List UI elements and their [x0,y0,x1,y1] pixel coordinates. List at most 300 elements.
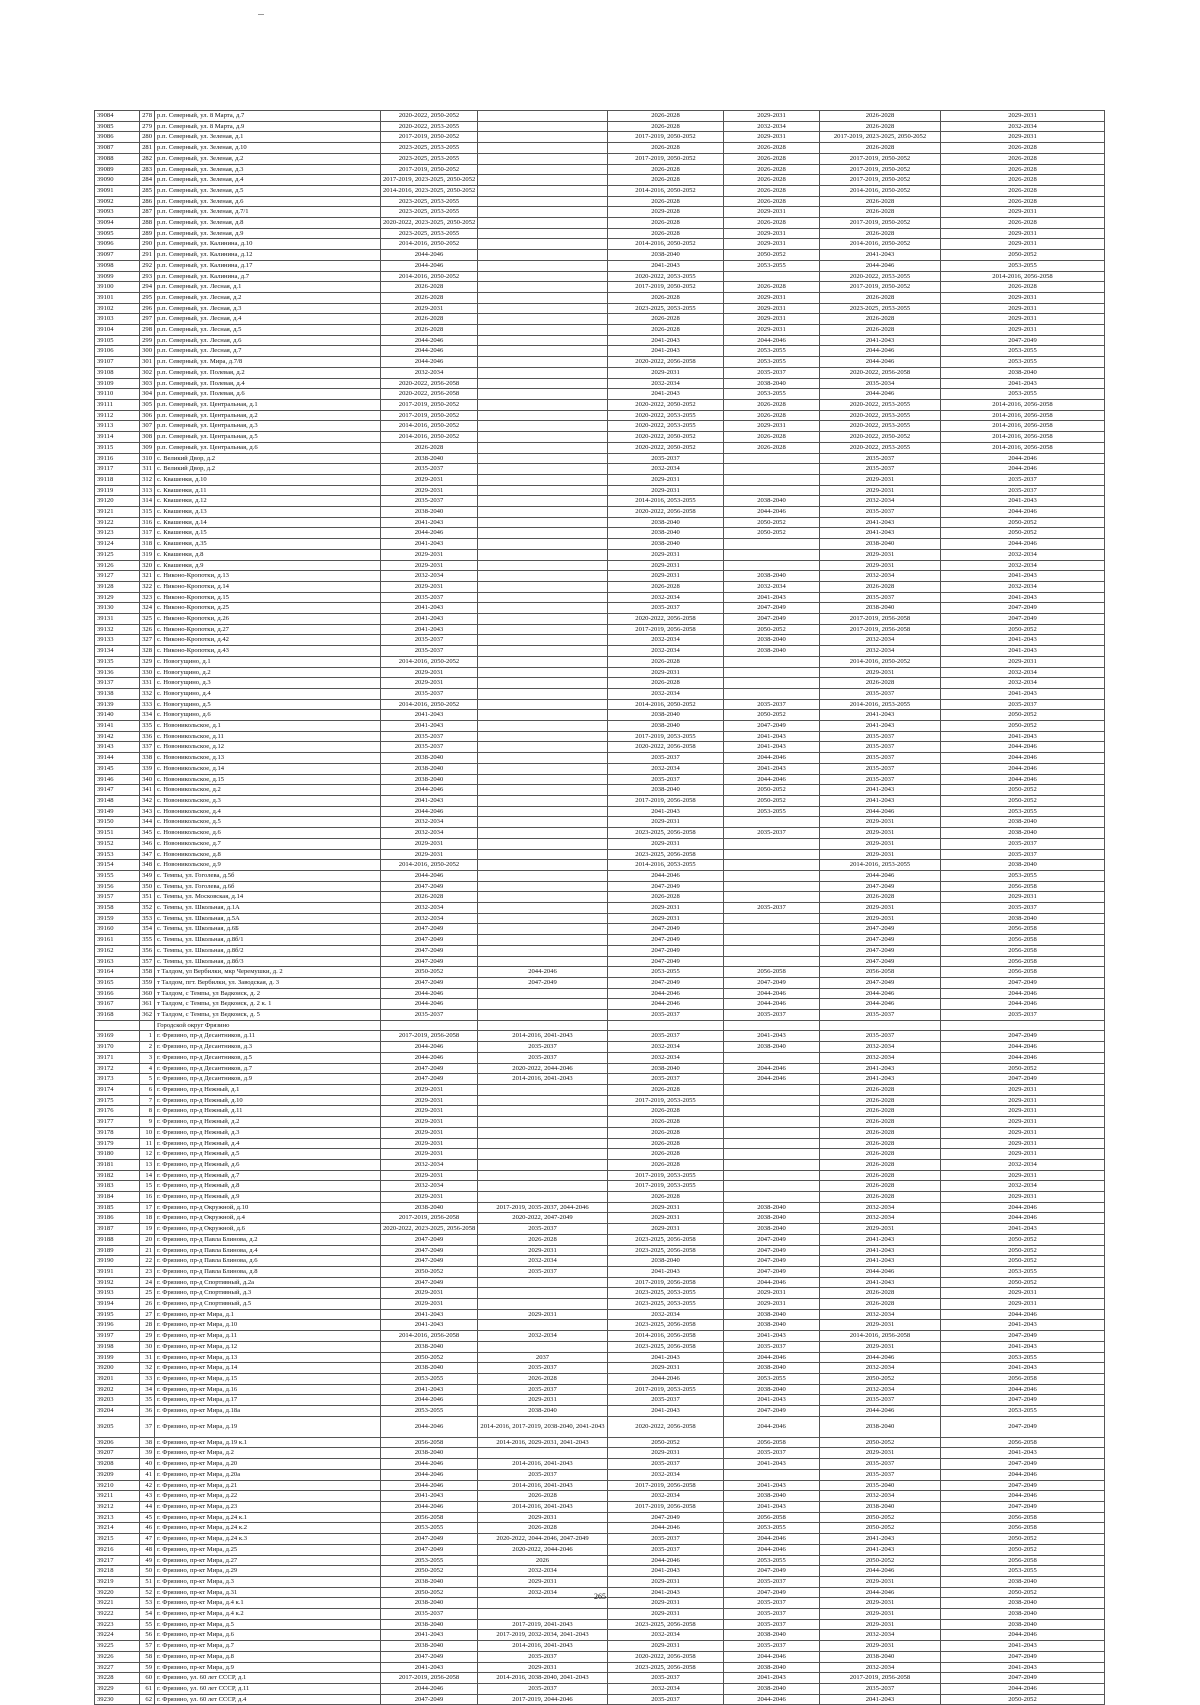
row-number-cell: 360 [140,988,155,999]
period-cell-2 [478,774,608,785]
table-row [95,1619,1105,1630]
row-number-cell: 336 [140,731,155,742]
period-cell-4 [724,870,820,881]
period-cell-1: 2014-2016, 2050-2052 [381,860,478,871]
period-cell-3: 2026-2028 [608,656,724,667]
row-number-cell: 343 [140,806,155,817]
period-cell-4: 2050-2052 [724,528,820,539]
row-number-cell: 28 [140,1320,155,1331]
period-cell-5: 2029-2031 [820,1641,941,1652]
period-cell-3: 2038-2040 [608,710,724,721]
row-id-cell: 39196 [95,1320,140,1331]
period-cell-4: 2029-2031 [724,303,820,314]
empty-cell [820,1020,941,1031]
period-cell-1: 2047-2049 [381,935,478,946]
address-cell: г. Фрязино, пр-д Десантников, д.11 [155,1031,381,1042]
table-row [95,218,1105,229]
period-cell-1: 2029-2031 [381,549,478,560]
table-row [95,710,1105,721]
address-cell: с. Новоникольское, д.5 [155,817,381,828]
table-row [95,303,1105,314]
period-cell-5: 2044-2046 [820,346,941,357]
address-cell: г. Фрязино, пр-кт Мира, д.5 [155,1619,381,1630]
period-cell-5: 2032-2034 [820,646,941,657]
period-cell-2: 2014-2016, 2041-2043 [478,1459,608,1470]
period-cell-1: 2026-2028 [381,442,478,453]
period-cell-6: 2029-2031 [941,1299,1105,1310]
period-cell-5: 2041-2043 [820,796,941,807]
period-cell-6: 2050-2052 [941,1245,1105,1256]
row-id-cell: 39137 [95,678,140,689]
period-cell-4: 2050-2052 [724,785,820,796]
period-cell-4: 2056-2058 [724,1437,820,1448]
table-row [95,699,1105,710]
address-cell: г. Фрязино, пр-кт Мира, д.14 [155,1363,381,1374]
address-cell: с. Новоникольское, д.14 [155,763,381,774]
row-id-cell: 39168 [95,1010,140,1021]
period-cell-3: 2029-2031 [608,1609,724,1620]
period-cell-3: 2032-2034 [608,688,724,699]
address-cell: г. Фрязино, пр-кт Мира, д.22 [155,1491,381,1502]
row-number-cell: 305 [140,399,155,410]
period-cell-4 [724,849,820,860]
period-cell-2: 2029-2031 [478,1662,608,1673]
period-cell-5: 2041-2043 [820,1063,941,1074]
address-cell: г. Фрязино, пр-кт Мира, д.9 [155,1662,381,1673]
period-cell-2: 2014-2016, 2017-2019, 2038-2040, 2041-2043 [478,1416,608,1437]
period-cell-3: 2029-2031 [608,549,724,560]
period-cell-2: 2035-2037 [478,1042,608,1053]
table-row [95,667,1105,678]
period-cell-2 [478,121,608,132]
row-number-cell: 300 [140,346,155,357]
period-cell-1: 2047-2049 [381,1256,478,1267]
address-cell: с. Темпы, ул. Школьная, д.8б/1 [155,935,381,946]
period-cell-3: 2032-2034 [608,592,724,603]
row-number-cell: 292 [140,260,155,271]
table-row [95,367,1105,378]
row-id-cell: 39179 [95,1138,140,1149]
period-cell-4: 2035-2037 [724,699,820,710]
period-cell-2 [478,721,608,732]
row-id-cell: 39203 [95,1395,140,1406]
table-row [95,1117,1105,1128]
period-cell-5: 2041-2043 [820,710,941,721]
row-number-cell: 41 [140,1469,155,1480]
row-id-cell: 39106 [95,346,140,357]
period-cell-4: 2047-2049 [724,1256,820,1267]
address-cell: р.п. Северный, ул. Центральная, д.3 [155,421,381,432]
period-cell-6: 2056-2058 [941,1555,1105,1566]
row-id-cell: 39152 [95,838,140,849]
table-row [95,1084,1105,1095]
period-cell-6: 2053-2055 [941,1266,1105,1277]
address-cell: г. Фрязино, пр-кт Мира, д.12 [155,1341,381,1352]
period-cell-3: 2017-2019, 2050-2052 [608,282,724,293]
row-id-cell: 39127 [95,571,140,582]
period-cell-6: 2047-2049 [941,1502,1105,1513]
row-id-cell: 39222 [95,1609,140,1620]
period-cell-4: 2041-2043 [724,1502,820,1513]
row-number-cell: 306 [140,410,155,421]
period-cell-2 [478,474,608,485]
row-id-cell: 39185 [95,1202,140,1213]
period-cell-1: 2032-2034 [381,903,478,914]
period-cell-2 [478,924,608,935]
table-row [95,1309,1105,1320]
table-row [95,1352,1105,1363]
period-cell-3: 2020-2022, 2056-2058 [608,357,724,368]
period-cell-3: 2020-2022, 2050-2052 [608,442,724,453]
address-cell: р.п. Северный, ул. Калинина, д.17 [155,260,381,271]
table-row [95,1683,1105,1694]
period-cell-6: 2038-2040 [941,913,1105,924]
period-cell-1: 2044-2046 [381,357,478,368]
period-cell-4 [724,924,820,935]
period-cell-6: 2044-2046 [941,988,1105,999]
period-cell-3: 2029-2031 [608,1598,724,1609]
period-cell-4: 2035-2037 [724,1448,820,1459]
period-cell-5: 2047-2049 [820,881,941,892]
section-title: Городской округ Фрязино [155,1020,381,1031]
address-cell: с. Новоникольское, д.12 [155,742,381,753]
address-cell: р.п. Северный, ул. Зеленая, д.1 [155,132,381,143]
period-cell-6: 2038-2040 [941,1609,1105,1620]
table-row [95,1491,1105,1502]
table-row [95,913,1105,924]
period-cell-1: 2029-2031 [381,1095,478,1106]
period-cell-2 [478,367,608,378]
row-id-cell: 39085 [95,121,140,132]
row-id-cell: 39181 [95,1159,140,1170]
period-cell-5: 2044-2046 [820,389,941,400]
period-cell-3: 2041-2043 [608,260,724,271]
period-cell-5: 2032-2034 [820,1491,941,1502]
period-cell-6: 2026-2028 [941,185,1105,196]
table-row [95,1245,1105,1256]
period-cell-1: 2038-2040 [381,507,478,518]
address-cell: г. Фрязино, пр-кт Мира, д.20а [155,1469,381,1480]
period-cell-5: 2041-2043 [820,250,941,261]
address-cell: г. Фрязино, пр-кт Мира, д.25 [155,1544,381,1555]
period-cell-6: 2029-2031 [941,325,1105,336]
period-cell-3: 2026-2028 [608,314,724,325]
period-cell-5: 2056-2058 [820,967,941,978]
row-number-cell: 30 [140,1341,155,1352]
period-cell-1: 2050-2052 [381,1266,478,1277]
period-cell-6: 2050-2052 [941,1234,1105,1245]
period-cell-2: 2037 [478,1352,608,1363]
period-cell-2 [478,421,608,432]
period-cell-6: 2050-2052 [941,1277,1105,1288]
period-cell-2 [478,560,608,571]
period-cell-1: 2044-2046 [381,1416,478,1437]
address-cell: г. Фрязино, пр-д Десантников, д.7 [155,1063,381,1074]
address-cell: г. Фрязино, пр-кт Мира, д.8 [155,1651,381,1662]
row-id-cell: 39216 [95,1544,140,1555]
period-cell-4: 2029-2031 [724,228,820,239]
period-cell-1: 2029-2031 [381,485,478,496]
period-cell-5: 2041-2043 [820,517,941,528]
row-number-cell: 295 [140,292,155,303]
period-cell-3: 2017-2019, 2056-2058 [608,1277,724,1288]
period-cell-5: 2026-2028 [820,1084,941,1095]
period-cell-1: 2038-2040 [381,763,478,774]
period-cell-5: 2041-2043 [820,721,941,732]
period-cell-5: 2041-2043 [820,1245,941,1256]
period-cell-3: 2038-2040 [608,250,724,261]
period-cell-6: 2047-2049 [941,1673,1105,1684]
schedule-table-body [95,111,1105,1705]
period-cell-2 [478,528,608,539]
period-cell-3: 2032-2034 [608,1052,724,1063]
period-cell-1: 2041-2043 [381,1309,478,1320]
address-cell: с. Новоникольское, д.6 [155,828,381,839]
period-cell-6: 2041-2043 [941,1320,1105,1331]
period-cell-6: 2041-2043 [941,571,1105,582]
row-id-cell: 39190 [95,1256,140,1267]
row-number-cell: 347 [140,849,155,860]
period-cell-2 [478,903,608,914]
table-row [95,389,1105,400]
row-number-cell: 49 [140,1555,155,1566]
row-number-cell: 25 [140,1288,155,1299]
period-cell-5: 2044-2046 [820,1566,941,1577]
period-cell-6: 2044-2046 [941,453,1105,464]
period-cell-4: 2047-2049 [724,1266,820,1277]
period-cell-5: 2026-2028 [820,1127,941,1138]
period-cell-3: 2035-2037 [608,1031,724,1042]
period-cell-4: 2044-2046 [724,753,820,764]
row-number-cell: 62 [140,1694,155,1705]
period-cell-6: 2044-2046 [941,999,1105,1010]
period-cell-2: 2047-2049 [478,977,608,988]
table-row [95,903,1105,914]
period-cell-6: 2029-2031 [941,1170,1105,1181]
period-cell-3: 2029-2031 [608,1363,724,1374]
period-cell-3: 2032-2034 [608,763,724,774]
period-cell-6: 2053-2055 [941,806,1105,817]
period-cell-3: 2029-2031 [608,474,724,485]
period-cell-2 [478,1288,608,1299]
period-cell-1: 2029-2031 [381,1138,478,1149]
period-cell-2 [478,956,608,967]
period-cell-4: 2026-2028 [724,143,820,154]
period-cell-4: 2050-2052 [724,710,820,721]
row-id-cell: 39188 [95,1234,140,1245]
table-row [95,956,1105,967]
address-cell: г. Фрязино, пр-д Нежный, д.2 [155,1117,381,1128]
period-cell-1: 2017-2019, 2050-2052 [381,399,478,410]
period-cell-1: 2044-2046 [381,806,478,817]
period-cell-4: 2029-2031 [724,314,820,325]
row-number-cell: 342 [140,796,155,807]
period-cell-4: 2026-2028 [724,442,820,453]
period-cell-4: 2056-2058 [724,967,820,978]
address-cell: р.п. Северный, ул. Лесная, д.4 [155,314,381,325]
row-id-cell: 39160 [95,924,140,935]
period-cell-3: 2035-2037 [608,453,724,464]
period-cell-2: 2035-2037 [478,1363,608,1374]
period-cell-3: 2029-2031 [608,485,724,496]
period-cell-2 [478,549,608,560]
period-cell-4 [724,838,820,849]
period-cell-1: 2056-2058 [381,1512,478,1523]
period-cell-5: 2032-2034 [820,1052,941,1063]
row-number-cell: 296 [140,303,155,314]
period-cell-6: 2056-2058 [941,956,1105,967]
period-cell-5: 2044-2046 [820,260,941,271]
address-cell: с. Великий Двор, д.2 [155,453,381,464]
period-cell-6: 2029-2031 [941,1149,1105,1160]
period-cell-3: 2029-2031 [608,1224,724,1235]
period-cell-5: 2026-2028 [820,207,941,218]
period-cell-5: 2035-2034 [820,378,941,389]
address-cell: с. Никоно-Кропотки, д.14 [155,581,381,592]
period-cell-4 [724,945,820,956]
row-number-cell: 22 [140,1256,155,1267]
period-cell-3: 2023-2025, 2053-2055 [608,1288,724,1299]
table-row [95,485,1105,496]
period-cell-2 [478,1138,608,1149]
period-cell-6: 2047-2049 [941,1031,1105,1042]
period-cell-5: 2029-2031 [820,474,941,485]
period-cell-3: 2029-2031 [608,838,724,849]
period-cell-4 [724,956,820,967]
table-row [95,442,1105,453]
period-cell-5: 2038-2040 [820,1416,941,1437]
period-cell-2: 2014-2016, 2038-2040, 2041-2043 [478,1673,608,1684]
table-row [95,1341,1105,1352]
period-cell-1: 2035-2037 [381,1010,478,1021]
period-cell-4 [724,1469,820,1480]
period-cell-1: 2014-2016, 2050-2052 [381,432,478,443]
period-cell-1: 2041-2043 [381,1384,478,1395]
row-number-cell: 315 [140,507,155,518]
period-cell-1: 2044-2046 [381,250,478,261]
row-id-cell: 39200 [95,1363,140,1374]
period-cell-5: 2029-2031 [820,1448,941,1459]
period-cell-4: 2029-2031 [724,421,820,432]
period-cell-5: 2044-2046 [820,999,941,1010]
period-cell-6: 2029-2031 [941,132,1105,143]
period-cell-2 [478,164,608,175]
period-cell-6: 2053-2055 [941,1406,1105,1417]
table-row [95,1288,1105,1299]
period-cell-6: 2035-2037 [941,474,1105,485]
row-id-cell: 39104 [95,325,140,336]
period-cell-1: 2032-2034 [381,828,478,839]
table-row [95,624,1105,635]
period-cell-2 [478,935,608,946]
table-row [95,1641,1105,1652]
period-cell-5: 2029-2031 [820,1224,941,1235]
period-cell-2 [478,292,608,303]
period-cell-3: 2044-2046 [608,1555,724,1566]
period-cell-6: 2047-2049 [941,1459,1105,1470]
period-cell-5: 2029-2031 [820,838,941,849]
period-cell-4 [724,1117,820,1128]
table-row [95,892,1105,903]
table-row [95,1213,1105,1224]
row-number-cell: 353 [140,913,155,924]
row-number-cell: 290 [140,239,155,250]
address-cell: г. Фрязино, пр-д Нежный, д.5 [155,1149,381,1160]
row-number-cell: 59 [140,1662,155,1673]
row-number-cell: 1 [140,1031,155,1042]
address-cell: с. Квашенки, д.13 [155,507,381,518]
period-cell-2: 2029-2031 [478,1309,608,1320]
period-cell-6: 2035-2037 [941,485,1105,496]
period-cell-4: 2044-2046 [724,1694,820,1705]
period-cell-5: 2026-2028 [820,1159,941,1170]
period-cell-2 [478,667,608,678]
period-cell-5: 2050-2052 [820,1523,941,1534]
address-cell: р.п. Северный, ул. Лесная, д.5 [155,325,381,336]
period-cell-2 [478,464,608,475]
empty-cell [95,1020,140,1031]
row-number-cell: 301 [140,357,155,368]
table-row [95,1042,1105,1053]
period-cell-1: 2053-2055 [381,1406,478,1417]
period-cell-2 [478,346,608,357]
period-cell-4: 2041-2043 [724,1395,820,1406]
period-cell-4 [724,935,820,946]
row-id-cell: 39146 [95,774,140,785]
period-cell-3: 2026-2028 [608,581,724,592]
period-cell-5: 2014-2016, 2050-2052 [820,656,941,667]
empty-cell [381,1020,478,1031]
row-id-cell: 39143 [95,742,140,753]
row-number-cell: 9 [140,1117,155,1128]
row-number-cell: 349 [140,870,155,881]
period-cell-6: 2026-2028 [941,164,1105,175]
period-cell-5: 2029-2031 [820,1609,941,1620]
row-id-cell: 39119 [95,485,140,496]
period-cell-3: 2017-2019, 2056-2058 [608,1502,724,1513]
address-cell: г. Фрязино, пр-кт Мира, д.19 к.1 [155,1437,381,1448]
period-cell-1: 2023-2025, 2053-2055 [381,196,478,207]
table-row [95,1127,1105,1138]
period-cell-6: 2056-2058 [941,1373,1105,1384]
row-number-cell: 53 [140,1598,155,1609]
period-cell-3: 2032-2034 [608,1469,724,1480]
period-cell-1: 2053-2055 [381,1373,478,1384]
period-cell-4: 2038-2040 [724,1363,820,1374]
period-cell-1: 2038-2040 [381,774,478,785]
period-cell-6: 2038-2040 [941,1576,1105,1587]
period-cell-6: 2029-2031 [941,656,1105,667]
period-cell-4: 2044-2046 [724,1534,820,1545]
period-cell-1: 2041-2043 [381,603,478,614]
row-number-cell: 46 [140,1523,155,1534]
period-cell-3: 2014-2016, 2056-2058 [608,1331,724,1342]
period-cell-2 [478,731,608,742]
period-cell-6: 2041-2043 [941,378,1105,389]
row-id-cell: 39101 [95,292,140,303]
period-cell-4 [724,560,820,571]
row-id-cell: 39202 [95,1384,140,1395]
period-cell-1: 2041-2043 [381,1320,478,1331]
row-id-cell: 39214 [95,1523,140,1534]
period-cell-2 [478,1127,608,1138]
period-cell-4 [724,1159,820,1170]
row-number-cell: 355 [140,935,155,946]
row-id-cell: 39208 [95,1459,140,1470]
period-cell-3: 2038-2040 [608,1063,724,1074]
table-row [95,410,1105,421]
period-cell-6: 2032-2034 [941,678,1105,689]
